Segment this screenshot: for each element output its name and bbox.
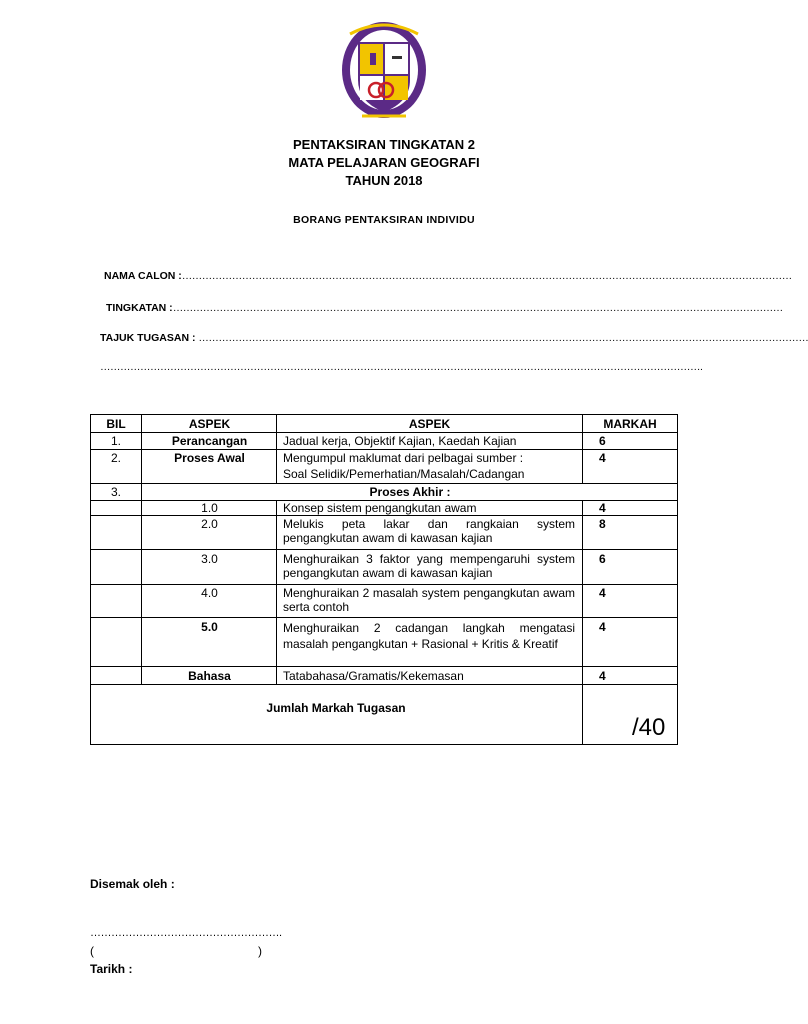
row1-desc: Jadual kerja, Objektif Kajian, Kaedah Kajian	[283, 434, 517, 448]
title-line-1: PENTAKSIRAN TINGKATAN 2	[293, 137, 475, 152]
bahasa-aspek: Bahasa	[188, 669, 231, 683]
sub1-mark: 4	[599, 501, 606, 515]
name-paren-open: (	[90, 944, 94, 958]
date-label: Tarikh :	[90, 962, 133, 976]
school-crest-logo	[340, 20, 428, 120]
row1-bil: 1.	[110, 434, 121, 448]
total-value: /40	[632, 714, 666, 741]
row1-mark: 6	[599, 434, 606, 448]
form-subtitle: BORANG PENTAKSIRAN INDIVIDU	[293, 214, 475, 226]
row2-bil: 2.	[110, 451, 121, 465]
header-markah: MARKAH	[603, 417, 657, 431]
field-tajuk-tugasan[interactable]	[100, 332, 808, 344]
signature-line[interactable]: ……………………………………………….	[90, 927, 282, 939]
row3-bil: 3.	[110, 485, 121, 499]
field-tingkatan-dots: …………………………………………………………………………………………………………………………………………………………………	[172, 302, 783, 314]
sub1-aspek: 1.0	[201, 501, 218, 515]
sub2-mark: 8	[599, 517, 606, 531]
sub2-desc: Melukis peta lakar dan rangkaian system pengangkutan awam di kawasan kajian	[283, 517, 575, 545]
bahasa-desc: Tatabahasa/Gramatis/Kekemasan	[283, 669, 464, 683]
sub3-mark: 6	[599, 552, 606, 566]
sub3-aspek: 3.0	[201, 552, 218, 566]
total-label: Jumlah Markah Tugasan	[266, 701, 406, 715]
name-paren-close: )	[258, 944, 262, 958]
header-bil: BIL	[106, 417, 126, 431]
row2-mark: 4	[599, 451, 606, 465]
row2-aspek: Proses Awal	[174, 451, 245, 465]
field-tingkatan-label: TINGKATAN :	[106, 302, 173, 314]
sub5-desc: Menghuraikan 2 cadangan langkah mengatasi masalah pengangkutan + Rasional + Kritis & Kreatif	[283, 621, 575, 651]
field-tajuk-label: TAJUK TUGASAN :	[100, 332, 196, 344]
header-aspek-detail: ASPEK	[408, 417, 451, 431]
row2-desc: Mengumpul maklumat dari pelbagai sumber :	[283, 451, 524, 465]
sub4-mark: 4	[599, 586, 606, 600]
field-tajuk-dots: …………………………………………………………………………………………………………………………………………………………………	[198, 332, 808, 344]
sub5-aspek: 5.0	[201, 620, 218, 634]
field-nama-dots: …………………………………………………………………………………………………………………………………………………………………	[181, 270, 792, 282]
sub3-desc: Menghuraikan 3 faktor yang mempengaruhi system pengangkutan awam di kawasan kajian	[283, 552, 575, 580]
title-line-3: TAHUN 2018	[345, 173, 423, 188]
row2-desc-line2: Soal Selidik/Pemerhatian/Masalah/Cadangan	[283, 467, 525, 481]
row1-aspek: Perancangan	[171, 434, 248, 448]
row3-merged-heading: Proses Akhir :	[369, 485, 451, 499]
sub2-aspek: 2.0	[201, 517, 218, 531]
checked-by-label: Disemak oleh :	[90, 877, 175, 891]
field-nama-calon[interactable]	[104, 270, 792, 282]
field-tajuk-continuation[interactable]	[100, 361, 703, 373]
field-nama-label: NAMA CALON :	[104, 270, 182, 282]
field-continuation-dots: ……………………………………………………………………………………………………………………………………………………………….	[100, 361, 703, 373]
sub1-desc: Konsep sistem pengangkutan awam	[283, 501, 477, 515]
sub4-desc: Menghuraikan 2 masalah system pengangkutan awam serta contoh	[283, 586, 575, 614]
sub5-mark: 4	[599, 620, 606, 634]
field-tingkatan[interactable]	[106, 302, 783, 314]
header-aspek: ASPEK	[188, 417, 231, 431]
bahasa-mark: 4	[599, 669, 606, 683]
sub4-aspek: 4.0	[201, 586, 218, 600]
title-line-2: MATA PELAJARAN GEOGRAFI	[288, 155, 480, 170]
